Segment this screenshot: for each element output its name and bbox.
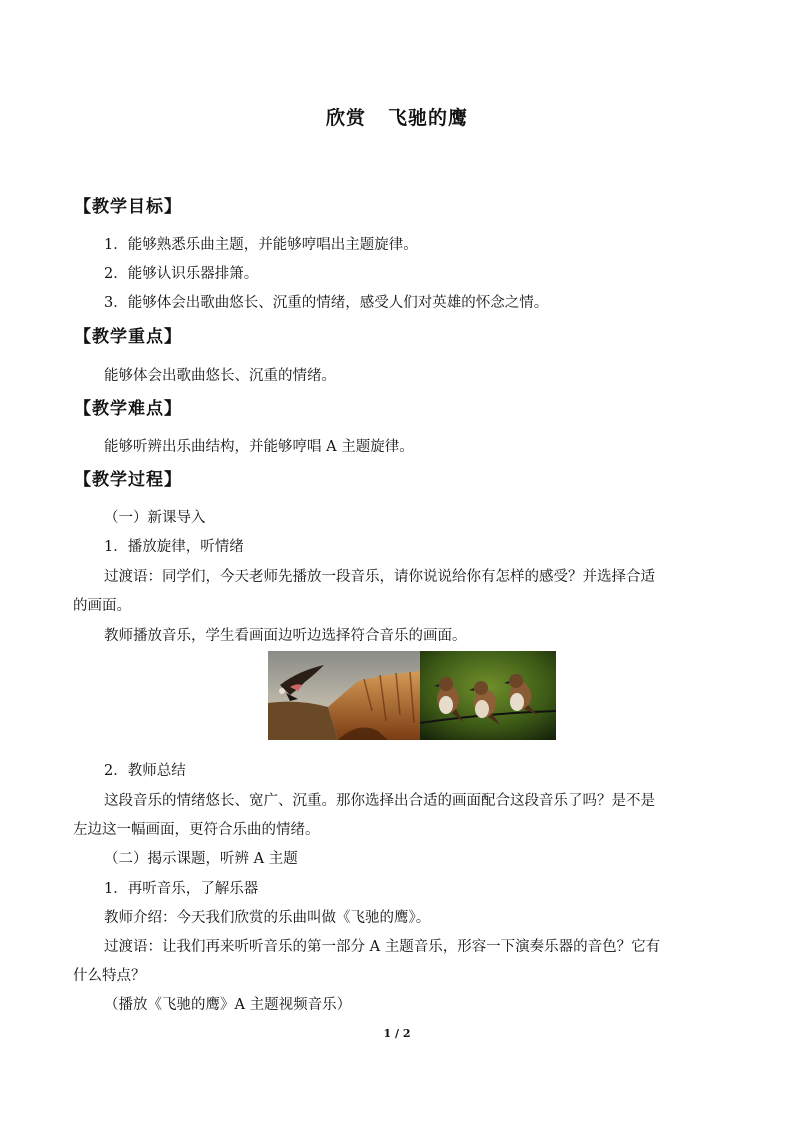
step-3: 1．再听音乐，了解乐器 <box>104 881 259 897</box>
transition-1-line-2: 的画面。 <box>73 598 131 614</box>
heading-goals: 【教学目标】 <box>74 197 182 217</box>
heading-difficult: 【教学难点】 <box>74 399 182 419</box>
step-2: 2．教师总结 <box>104 763 186 779</box>
goal-item-3: 3．能够体会出歌曲悠长、沉重的情绪，感受人们对英雄的怀念之情。 <box>104 295 549 311</box>
teacher-intro-text: 教师介绍：今天我们欣赏的乐曲叫做《飞驰的鹰》。 <box>104 910 431 926</box>
title-main: 飞驰的鹰 <box>388 107 469 129</box>
goal-item-1: 1．能够熟悉乐曲主题，并能够哼唱出主题旋律。 <box>104 237 418 253</box>
summary-line-2: 左边这一幅画面，更符合乐曲的情绪。 <box>73 822 320 838</box>
transition-2-line-2: 什么特点？ <box>73 968 146 984</box>
transition-2-line-1: 过渡语：让我们再来听听音乐的第一部分 A 主题音乐，形容一下演奏乐器的音色？它有 <box>104 939 661 955</box>
play-note: （播放《飞驰的鹰》A 主题视频音乐） <box>104 997 352 1013</box>
picture-pair <box>268 651 556 740</box>
step-1: 1．播放旋律，听情绪 <box>104 539 244 555</box>
eagle-over-canyon-image <box>268 651 420 740</box>
picture-svg <box>268 651 556 740</box>
transition-1-line-1: 过渡语：同学们，今天老师先播放一段音乐，请你说说给你有怎样的感受？并选择合适 <box>104 569 655 585</box>
page-number: 1 / 2 <box>383 1027 411 1040</box>
page-title <box>0 103 794 130</box>
section-2-title: （二）揭示课题，听辨 A 主题 <box>104 851 298 867</box>
summary-line-1: 这段音乐的情绪悠长、宽广、沉重。那你选择出合适的画面配合这段音乐了吗？是不是 <box>104 793 655 809</box>
difficult-point-text: 能够听辨出乐曲结构，并能够哼唱 A 主题旋律。 <box>104 439 414 455</box>
goal-item-2: 2．能够认识乐器排箫。 <box>104 266 259 282</box>
teacher-play-text: 教师播放音乐，学生看画面边听边选择符合音乐的画面。 <box>104 628 467 644</box>
sparrows-on-wire-image <box>420 651 556 740</box>
key-point-text: 能够体会出歌曲悠长、沉重的情绪。 <box>104 368 336 384</box>
heading-process: 【教学过程】 <box>74 470 182 490</box>
title-prefix: 欣赏 <box>325 107 366 129</box>
heading-key: 【教学重点】 <box>74 327 182 347</box>
section-1-title: （一）新课导入 <box>104 510 206 526</box>
